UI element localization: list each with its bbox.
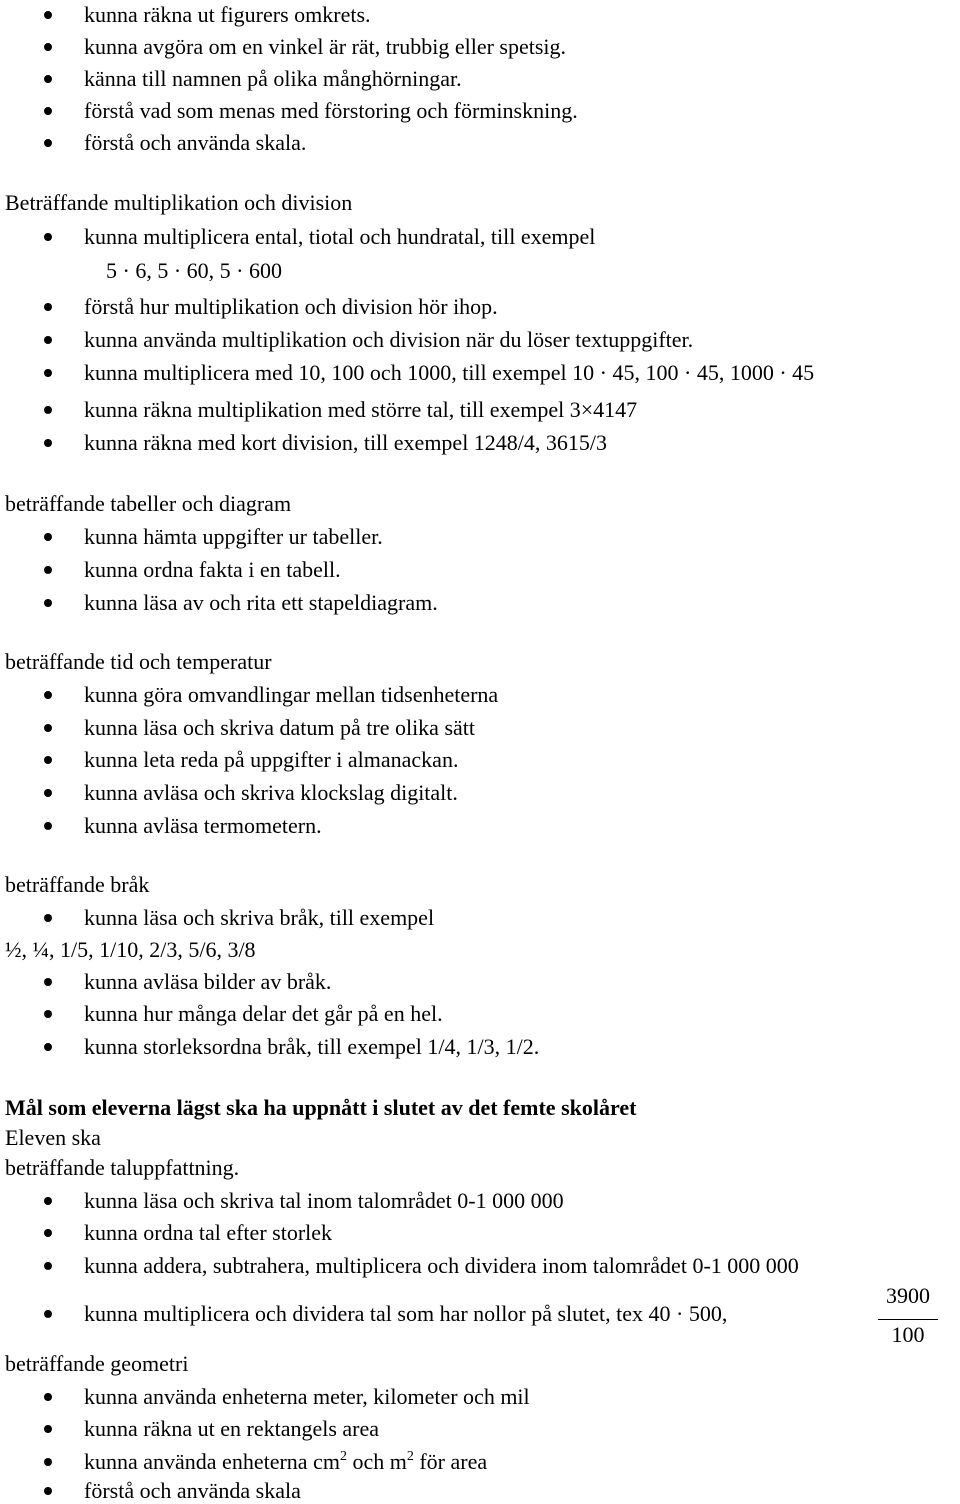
bullet-icon	[44, 1393, 52, 1401]
bullet-icon	[44, 1458, 52, 1466]
fraction-bar	[878, 1319, 938, 1320]
bullet-icon	[44, 1043, 52, 1051]
bullet-icon	[44, 303, 52, 311]
bullet-icon	[44, 139, 52, 147]
bullet-icon	[44, 566, 52, 574]
bullet-icon	[44, 11, 52, 19]
bullet-icon	[44, 75, 52, 83]
section-heading: beträffande tid och temperatur	[5, 649, 272, 674]
bullet-icon	[44, 107, 52, 115]
bullet-icon	[44, 724, 52, 732]
document-page: kunna räkna ut figurers omkrets. kunna avgöra om en vinkel är rät, trubbig eller spetsig. känna till namnen på olika månghörningar. förstå vad som menas med förstoring och förminskning. förstå och använda skala. Beträffande multiplikation och division kunna multiplicera ental, tiotal och hundratal, till exempel 5 · 6, 5 · 60, 5 · 600 förstå hur multiplikation och division hör ihop. kunna använda multiplikation och division när du löser textuppgifter. kunna multiplicera med 10, 100 och 1000, till exempel 10 · 45, 100 · 45, 1000 · 45 kunna räkna multiplikation med större tal, till exempel 3×4147 kunna räkna med kort division, till exempel 1248/4, 3615/3 beträffande tabeller och diagram kunna hämta uppgifter ur tabeller. kunna ordna fakta i en tabell. kunna läsa av och rita ett stapeldiagram. beträffande tid och temperatur kunna göra omvandlingar mellan tidsenheterna kunna läsa och skriva datum på tre olika sätt kunna leta reda på uppgifter i almanackan. kunna avläsa och skriva klockslag digitalt. kunna avläsa termometern. beträffande bråk kunna läsa och skriva bråk, till exempel ½, ¼, 1/5, 1/10, 2/3, 5/6, 3/8 kunna avläsa bilder av bråk. kunna hur många delar det går på en hel. kunna storleksordna bråk, till exempel 1/4, 1/3, 1/2. Mål som eleverna lägst ska ha uppnått i slutet av det femte skolåret Eleven ska beträffande taluppfattning. kunna läsa och skriva tal inom talområdet 0-1 000 000 kunna ordna tal efter storlek kunna addera, subtrahera, multiplicera och dividera inom talområdet 0-1 000 000 kunna multiplicera och dividera tal som har nollor på slutet, tex 40 · 500, 3900 100 beträffande geometri kunna använda enheterna meter, kilometer och mil kunna räkna ut en rektangels area kunna använda enheterna $cm^2$ och $m^2$ för area förstå och använda skala	[0, 0, 960, 1504]
subtitle: Eleven ska	[5, 1125, 101, 1150]
bullet-icon	[44, 1010, 52, 1018]
bullet-icon	[44, 789, 52, 797]
bullet-icon	[44, 233, 52, 241]
bullet-icon	[44, 406, 52, 414]
bullet-icon	[44, 1487, 52, 1495]
bullet-icon	[44, 369, 52, 377]
bullet-icon	[44, 1262, 52, 1270]
section-heading: beträffande taluppfattning.	[5, 1155, 240, 1180]
bullet-icon	[44, 336, 52, 344]
example-line: 5 · 6, 5 · 60, 5 · 600	[106, 258, 282, 283]
bullet-icon	[44, 822, 52, 830]
bullet-icon	[44, 1425, 52, 1433]
section-heading: Beträffande multiplikation och division	[5, 190, 353, 215]
bullet-icon	[44, 691, 52, 699]
bullet-icon	[44, 439, 52, 447]
bullet-icon	[44, 978, 52, 986]
bullet-icon	[44, 1310, 52, 1318]
bullet-icon	[44, 599, 52, 607]
bullet-icon	[44, 756, 52, 764]
bullet-icon	[44, 1197, 52, 1205]
fraction-denominator: 100	[891, 1322, 925, 1347]
section-heading: beträffande tabeller och diagram	[5, 491, 292, 516]
bullet-icon	[44, 533, 52, 541]
section-title: Mål som eleverna lägst ska ha uppnått i slutet av det femte skolåret	[5, 1095, 637, 1120]
fraction-numerator: 3900	[886, 1283, 930, 1308]
fraction-examples: ½, ¼, 1/5, 1/10, 2/3, 5/6, 3/8	[5, 937, 256, 962]
section-heading: beträffande geometri	[5, 1351, 189, 1376]
bullet-icon	[44, 1229, 52, 1237]
bullet-icon	[44, 43, 52, 51]
bullet-icon	[44, 914, 52, 922]
section-heading: beträffande bråk	[5, 872, 150, 897]
